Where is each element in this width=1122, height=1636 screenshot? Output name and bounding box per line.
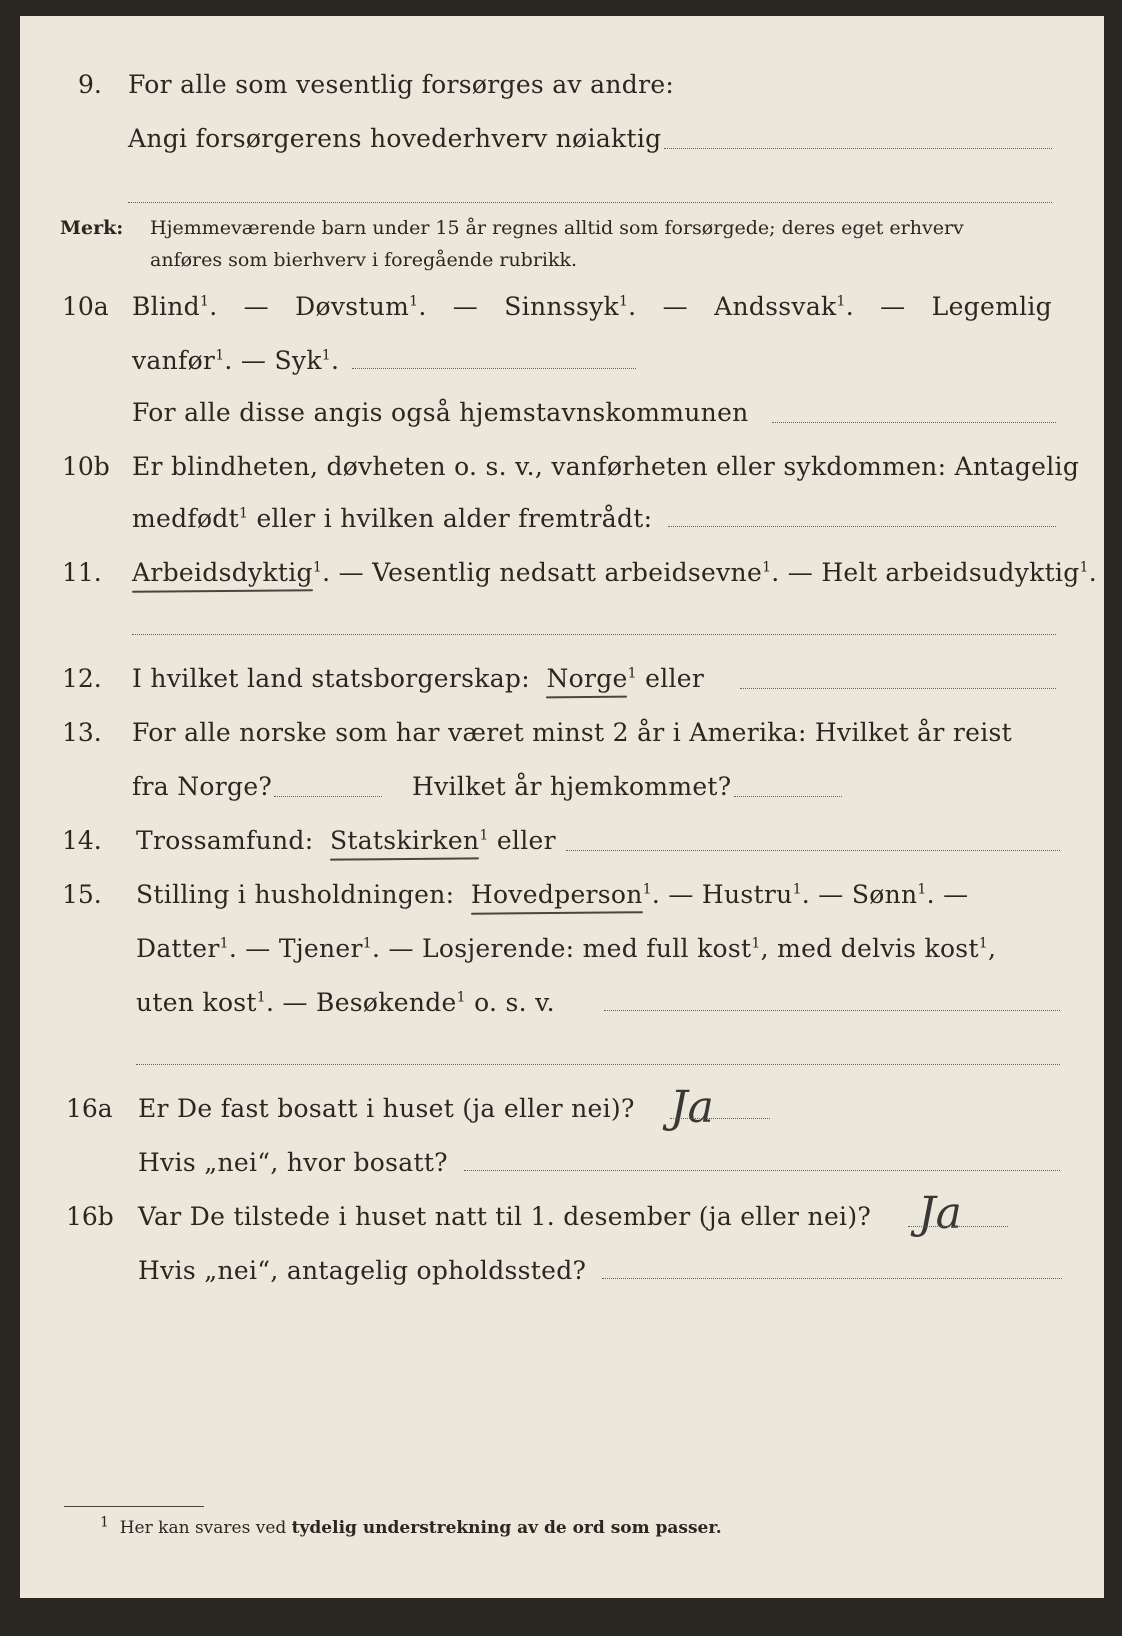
- q13-line2a: fra Norge?: [132, 772, 273, 801]
- q16a-bosatt-field[interactable]: [464, 1170, 1060, 1171]
- q14-selected-statskirken[interactable]: Statskirken: [329, 826, 480, 855]
- q16a-line1: Er De fast bosatt i huset (ja eller nei)?: [138, 1094, 635, 1123]
- q9-line2: Angi forsørgerens hovederhverv nøiaktig: [128, 124, 662, 153]
- q15-line3: uten kost$^1$. — Besøkende$^1$ o. s. v.: [136, 988, 555, 1017]
- q9-line1: For alle som vesentlig forsørges av andre:: [128, 70, 675, 99]
- q15-answer-field[interactable]: [604, 1010, 1060, 1011]
- q16b-number: 16b: [66, 1202, 114, 1231]
- q12-number: 12.: [62, 664, 102, 693]
- q13-line1: For alle norske som har været minst 2 år i Amerika: Hvilket år reist: [132, 718, 1013, 747]
- q10a-answer-field[interactable]: [352, 368, 636, 369]
- q11-number: 11.: [62, 558, 102, 587]
- merk-line2: anføres som bierhverv i foregående rubrikk.: [150, 249, 578, 271]
- q14-number: 14.: [62, 826, 102, 855]
- q15-answer-field-2[interactable]: [136, 1064, 1060, 1065]
- q16b-answer-field[interactable]: [908, 1226, 1008, 1227]
- q16a-handwritten-answer: Ja: [670, 1082, 714, 1133]
- q11-selected-arbeidsdyktig[interactable]: Arbeidsdyktig: [132, 558, 313, 587]
- q10a-line3: For alle disse angis også hjemstavnskommunen: [132, 398, 749, 427]
- q13-reist-field[interactable]: [274, 796, 382, 797]
- q9-answer-field-2[interactable]: [128, 202, 1052, 203]
- q14-answer-field[interactable]: [566, 850, 1060, 851]
- q16b-line1: Var De tilstede i huset natt til 1. desember (ja eller nei)?: [138, 1202, 872, 1231]
- q10a-hjemstavn-field[interactable]: [772, 422, 1056, 423]
- q12-selected-norge[interactable]: Norge: [546, 664, 628, 693]
- option-legemlig: Legemlig: [931, 292, 1052, 321]
- option-andssvak: Andssvak$^1$.: [714, 292, 854, 321]
- option-dovstum: Døvstum$^1$.: [295, 292, 427, 321]
- q16b-handwritten-answer: Ja: [918, 1188, 962, 1239]
- q10b-number: 10b: [62, 452, 110, 481]
- q15-number: 15.: [62, 880, 102, 909]
- q10a-number: 10a: [62, 292, 109, 321]
- q9-number: 9.: [78, 70, 102, 99]
- q14-line: Trossamfund: Statskirken$^1$ eller: [136, 826, 556, 855]
- q11-line: Arbeidsdyktig$^1$. — Vesentlig nedsatt arbeidsevne$^1$. — Helt arbeidsudyktig$^1$.: [132, 558, 1097, 587]
- option-sinnssyk: Sinnssyk$^1$.: [504, 292, 637, 321]
- q9-answer-field[interactable]: [664, 148, 1052, 149]
- q10a-line2: vanfør$^1$. — Syk$^1$.: [132, 346, 340, 375]
- footnote-rule: [64, 1506, 204, 1507]
- q16a-answer-field[interactable]: [670, 1118, 770, 1119]
- q10b-line1: Er blindheten, døvheten o. s. v., vanførheten eller sykdommen: Antagelig: [132, 452, 1080, 481]
- q11-answer-field[interactable]: [132, 634, 1056, 635]
- q16b-line2: Hvis „nei“, antagelig opholdssted?: [138, 1256, 587, 1285]
- q13-number: 13.: [62, 718, 102, 747]
- q16b-opholdssted-field[interactable]: [602, 1278, 1062, 1279]
- q15-line1: Stilling i husholdningen: Hovedperson$^1$. — Hustru$^1$. — Sønn$^1$. —: [136, 880, 969, 909]
- q10b-line2: medfødt$^1$ eller i hvilken alder fremtrådt:: [132, 504, 653, 533]
- q13-hjemkommet-field[interactable]: [734, 796, 842, 797]
- q10b-answer-field[interactable]: [668, 526, 1056, 527]
- q12-line: I hvilket land statsborgerskap: Norge$^1$ eller: [132, 664, 705, 693]
- merk-line1: Hjemmeværende barn under 15 år regnes alltid som forsørgede; deres eget erhverv: [150, 217, 964, 239]
- q15-line2: Datter$^1$. — Tjener$^1$. — Losjerende: med full kost$^1$, med delvis kost$^1$,: [136, 934, 997, 963]
- option-blind: Blind$^1$.: [132, 292, 218, 321]
- q16a-line2: Hvis „nei“, hvor bosatt?: [138, 1148, 448, 1177]
- q12-answer-field[interactable]: [740, 688, 1056, 689]
- q13-line2b: Hvilket år hjemkommet?: [412, 772, 732, 801]
- merk-label: Merk:: [60, 217, 124, 239]
- footnote: $^1$ Her kan svares ved tydelig understrekning av de ord som passer.: [100, 1514, 722, 1538]
- q10a-line1: Blind$^1$. — Døvstum$^1$. — Sinnssyk$^1$. — Andssvak$^1$. — Legemlig: [132, 292, 1052, 321]
- q15-selected-hovedperson[interactable]: Hovedperson: [470, 880, 643, 909]
- q16a-number: 16a: [66, 1094, 113, 1123]
